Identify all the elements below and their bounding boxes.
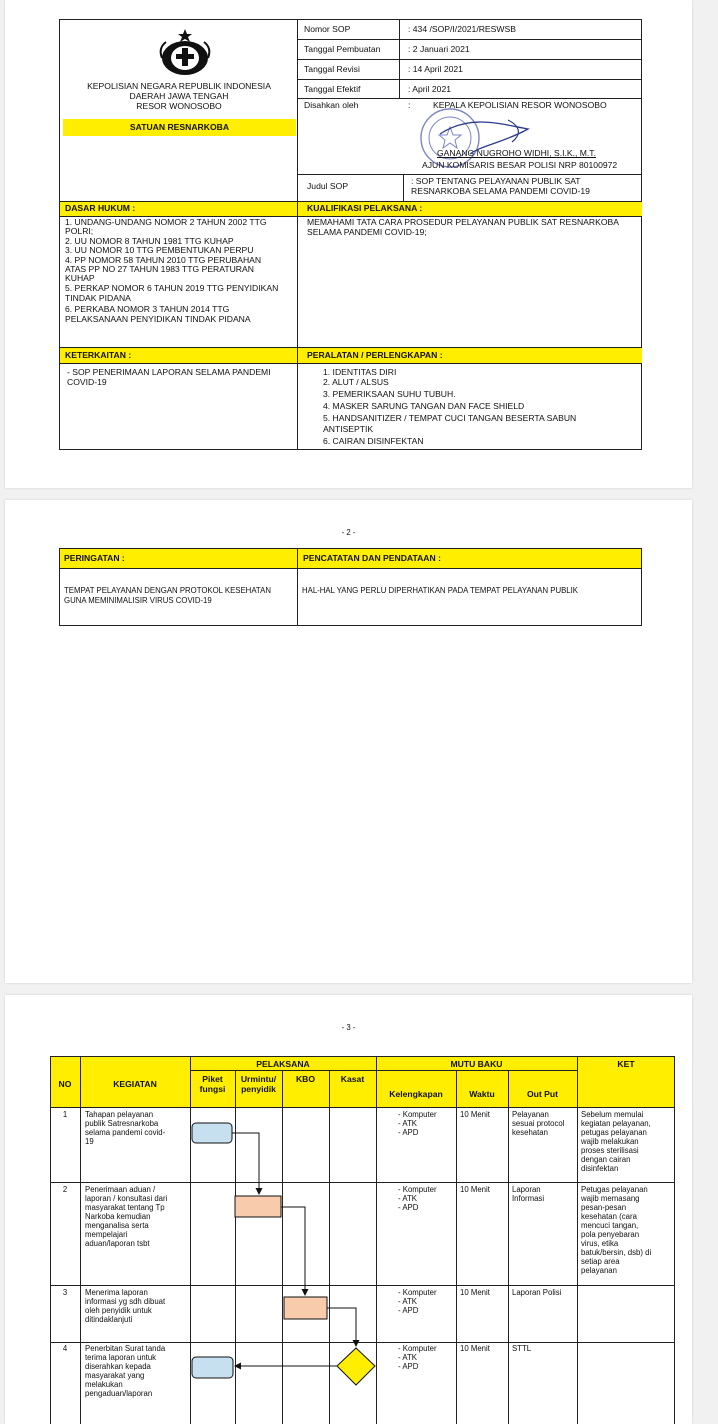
row-1-waktu: 10 Menit — [460, 1110, 490, 1119]
org-line-3: RESOR WONOSOBO — [136, 101, 222, 111]
row-1-ket: petugas pelayanan — [581, 1128, 647, 1137]
kualifikasi-title: KUALIFIKASI PELAKSANA : — [307, 203, 423, 213]
row-2-ket: kesehatan (cara — [581, 1212, 637, 1221]
row-4-kegiatan: masyarakat yang — [85, 1371, 145, 1380]
row-1-output: Pelayanan — [512, 1110, 549, 1119]
dasar-hukum-item: POLRI; — [65, 226, 94, 236]
row-1-ket: proses sterilisasi — [581, 1146, 639, 1155]
header-pelaksana: PELAKSANA — [256, 1059, 310, 1069]
row-1-kelengkapan: - ATK — [398, 1119, 417, 1128]
row-1-ket: dengan cairan — [581, 1155, 631, 1164]
disahkan-line-1: KEPALA KEPOLISIAN RESOR WONOSOBO — [433, 100, 607, 110]
meta-value-revisi: : 14 April 2021 — [408, 64, 463, 74]
row-4-waktu: 10 Menit — [460, 1344, 490, 1353]
peralatan-item: ANTISEPTIK — [323, 424, 374, 434]
row-2-no: 2 — [62, 1185, 68, 1194]
peralatan-title: PERALATAN / PERLENGKAPAN : — [307, 350, 443, 360]
org-line-2: DAERAH JAWA TENGAH — [129, 91, 229, 101]
dasar-hukum-item: 6. PERKABA NOMOR 3 TAHUN 2014 TTG — [65, 304, 230, 314]
header-kegiatan: KEGIATAN — [113, 1079, 157, 1089]
row-2-kegiatan: laporan / konsultasi dari — [85, 1194, 168, 1203]
pencatatan-text: HAL-HAL YANG PERLU DIPERHATIKAN PADA TEMPAT PELAYANAN PUBLIK — [302, 586, 579, 595]
row-1-kelengkapan: - APD — [398, 1128, 419, 1137]
dasar-hukum-item: 3. UU NOMOR 10 TTG PEMBENTUKAN PERPU — [65, 245, 254, 255]
dasar-hukum-item: 1. UNDANG-UNDANG NOMOR 2 TAHUN 2002 TTG — [65, 217, 267, 227]
row-4-kegiatan: diserahkan kepada — [85, 1362, 151, 1371]
keterkaitan-title: KETERKAITAN : — [65, 350, 132, 360]
pencatatan-title: PENCATATAN DAN PENDATAAN : — [303, 553, 441, 563]
header-piket: Piket — [202, 1074, 223, 1084]
disahkan-line-2: GANANG NUGROHO WIDHI, S.I.K., M.T. — [437, 148, 596, 158]
page-number: - 2 - — [341, 528, 356, 537]
page-2 — [5, 500, 692, 983]
judul-label: Judul SOP — [307, 181, 349, 191]
row-3-kegiatan: ditindaklanjuti — [85, 1315, 133, 1324]
meta-value-pembuatan: : 2 Januari 2021 — [408, 44, 470, 54]
row-3-waktu: 10 Menit — [460, 1288, 490, 1297]
meta-label-pembuatan: Tanggal Pembuatan — [304, 44, 381, 54]
row-1-no: 1 — [62, 1110, 68, 1119]
row-1-ket: kegiatan pelayanan, — [581, 1119, 651, 1128]
header-waktu: Waktu — [469, 1089, 495, 1099]
dasar-hukum-item: 2. UU NOMOR 8 TAHUN 1981 TTG KUHAP — [65, 236, 234, 246]
disahkan-colon: : — [408, 100, 411, 110]
page-1 — [5, 0, 692, 488]
peralatan-item: 6. CAIRAN DISINFEKTAN — [323, 436, 424, 446]
row-4-kegiatan: terima laporan untuk — [85, 1353, 157, 1362]
row-2-kegiatan: masyarakat tentang Tp — [85, 1203, 165, 1212]
row-4-kegiatan: pengaduan/laporan — [85, 1389, 153, 1398]
flow-arrow — [281, 1207, 305, 1295]
row-2-ket: Petugas pelayanan — [581, 1185, 648, 1194]
header-kasat: Kasat — [340, 1074, 365, 1084]
row-1-kelengkapan: - Komputer — [398, 1110, 437, 1119]
kualifikasi-line: SELAMA PANDEMI COVID-19; — [307, 227, 427, 237]
dasar-hukum-item: ATAS PP NO 27 TAHUN 1983 TTG PERATURAN — [65, 264, 254, 274]
disahkan-line-3: AJUN KOMISARIS BESAR POLISI NRP 80100972 — [422, 160, 618, 170]
police-emblem-icon — [156, 28, 214, 78]
dasar-hukum-title: DASAR HUKUM : — [65, 203, 136, 213]
dasar-hukum-item: 5. PERKAP NOMOR 6 TAHUN 2019 TTG PENYIDIKAN — [65, 283, 279, 293]
peringatan-line: GUNA MEMINIMALISIR VIRUS COVID-19 — [64, 596, 212, 605]
header-mutu-baku: MUTU BAKU — [450, 1059, 503, 1069]
row-3-kelengkapan: - APD — [398, 1306, 419, 1315]
row-2-kegiatan: mempelajari — [85, 1230, 128, 1239]
row-2-ket: virus, etika — [581, 1239, 619, 1248]
row-1-output: sesuai protocol — [512, 1119, 565, 1128]
kualifikasi-line: MEMAHAMI TATA CARA PROSEDUR PELAYANAN PUBLIK SAT RESNARKOBA — [307, 217, 619, 227]
process-shape — [235, 1196, 281, 1217]
row-2-kegiatan: aduan/laporan tsbt — [85, 1239, 150, 1248]
peralatan-item: 1. IDENTITAS DIRI — [323, 367, 397, 377]
peralatan-item: 3. PEMERIKSAAN SUHU TUBUH. — [323, 389, 456, 399]
disahkan-label: Disahkan oleh — [304, 100, 359, 110]
row-4-kelengkapan: - Komputer — [398, 1344, 437, 1353]
row-2-ket: mencuci tangan, — [581, 1221, 639, 1230]
row-2-kegiatan: Narkoba kemudian — [85, 1212, 151, 1221]
dasar-hukum-item: TINDAK PIDANA — [65, 293, 131, 303]
row-3-kelengkapan: - Komputer — [398, 1288, 437, 1297]
meta-label-efektif: Tanggal Efektif — [304, 84, 361, 94]
row-1-ket: wajib melakukan — [581, 1137, 639, 1146]
dasar-hukum-item: 4. PP NOMOR 58 TAHUN 2010 TTG PERUBAHAN — [65, 255, 262, 265]
meta-value-efektif: : April 2021 — [408, 84, 451, 94]
header-kbo: KBO — [295, 1074, 316, 1084]
row-4-output: STTL — [512, 1344, 532, 1353]
judul-line-1: : SOP TENTANG PELAYANAN PUBLIK SAT — [411, 176, 581, 186]
peralatan-item: 2. ALUT / ALSUS — [323, 377, 389, 387]
row-2-kegiatan: menganalisa serta — [85, 1221, 149, 1230]
flow-arrow — [232, 1133, 259, 1194]
row-2-ket: setiap area — [581, 1257, 620, 1266]
judul-line-2: RESNARKOBA SELAMA PANDEMI COVID-19 — [411, 186, 590, 196]
row-1-ket: Sebelum memulai — [581, 1110, 644, 1119]
row-3-kegiatan: informasi yg sdh dibuat — [85, 1297, 166, 1306]
row-3-kegiatan: oleh penyidik untuk — [85, 1306, 152, 1315]
row-3-kelengkapan: - ATK — [398, 1297, 417, 1306]
row-2-ket: pelayanan — [581, 1266, 617, 1275]
end-terminator-shape — [192, 1357, 233, 1378]
page-3 — [5, 995, 692, 1424]
meta-label-revisi: Tanggal Revisi — [304, 64, 360, 74]
row-1-kegiatan: selama pandemi covid- — [85, 1128, 166, 1137]
row-2-output: Laporan — [512, 1185, 541, 1194]
row-1-kegiatan: publik Satresnarkoba — [85, 1119, 159, 1128]
row-2-kelengkapan: - Komputer — [398, 1185, 437, 1194]
flowchart — [5, 995, 692, 1424]
keterkaitan-line: COVID-19 — [67, 377, 107, 387]
unit-title: SATUAN RESNARKOBA — [129, 122, 230, 132]
meta-value-nomor: : 434 /SOP/I/2021/RESWSB — [408, 24, 516, 34]
row-4-kelengkapan: - APD — [398, 1362, 419, 1371]
row-1-ket: disinfektan — [581, 1164, 619, 1173]
peringatan-title: PERINGATAN : — [64, 553, 125, 563]
row-2-output: Informasi — [512, 1194, 545, 1203]
row-4-kegiatan: melakukan — [85, 1380, 123, 1389]
row-3-output: Laporan Polisi — [512, 1288, 562, 1297]
row-1-kegiatan: 19 — [85, 1137, 94, 1146]
row-3-kegiatan: Menerima laporan — [85, 1288, 148, 1297]
row-4-kegiatan: Penerbitan Surat tanda — [85, 1344, 166, 1353]
row-2-ket: pesan-pesan — [581, 1203, 627, 1212]
keterkaitan-line: - SOP PENERIMAAN LAPORAN SELAMA PANDEMI — [67, 367, 271, 377]
row-1-kegiatan: Tahapan pelayanan — [85, 1110, 154, 1119]
row-2-kegiatan: Penerimaan aduan / — [85, 1185, 156, 1194]
row-2-ket: batuk/bersin, dsb) di — [581, 1248, 652, 1257]
process-shape — [284, 1297, 327, 1319]
row-2-waktu: 10 Menit — [460, 1185, 490, 1194]
org-line-1: KEPOLISIAN NEGARA REPUBLIK INDONESIA — [87, 81, 271, 91]
dasar-hukum-item: PELAKSANAAN PENYIDIKAN TINDAK PIDANA — [65, 314, 251, 324]
row-4-no: 4 — [62, 1344, 68, 1353]
dasar-hukum-item: KUHAP — [65, 273, 95, 283]
row-3-no: 3 — [62, 1288, 68, 1297]
peringatan-line: TEMPAT PELAYANAN DENGAN PROTOKOL KESEHATAN — [64, 586, 271, 595]
start-terminator-shape — [192, 1123, 232, 1143]
header-output: Out Put — [526, 1089, 559, 1099]
header-kelengkapan: Kelengkapan — [389, 1089, 443, 1099]
peralatan-item: 4. MASKER SARUNG TANGAN DAN FACE SHIELD — [323, 401, 525, 411]
meta-label-nomor: Nomor SOP — [304, 24, 351, 34]
row-2-ket: wajib memasang — [581, 1194, 640, 1203]
header-urmin: Urmintu/ — [240, 1074, 277, 1084]
row-1-output: kesehatan — [512, 1128, 548, 1137]
page-number: - 3 - — [341, 1023, 356, 1032]
peralatan-item: 5. HANDSANITIZER / TEMPAT CUCI TANGAN BESERTA SABUN — [323, 413, 577, 423]
header-no: NO — [58, 1079, 72, 1089]
header-urmin: penyidik — [241, 1084, 276, 1094]
row-2-kelengkapan: - APD — [398, 1203, 419, 1212]
row-4-kelengkapan: - ATK — [398, 1353, 417, 1362]
header-piket: fungsi — [199, 1084, 226, 1094]
row-2-kelengkapan: - ATK — [398, 1194, 417, 1203]
decision-shape — [337, 1348, 375, 1385]
header-ket: KET — [617, 1059, 635, 1069]
flow-arrow — [327, 1308, 356, 1346]
row-2-ket: pola penyebaran — [581, 1230, 640, 1239]
